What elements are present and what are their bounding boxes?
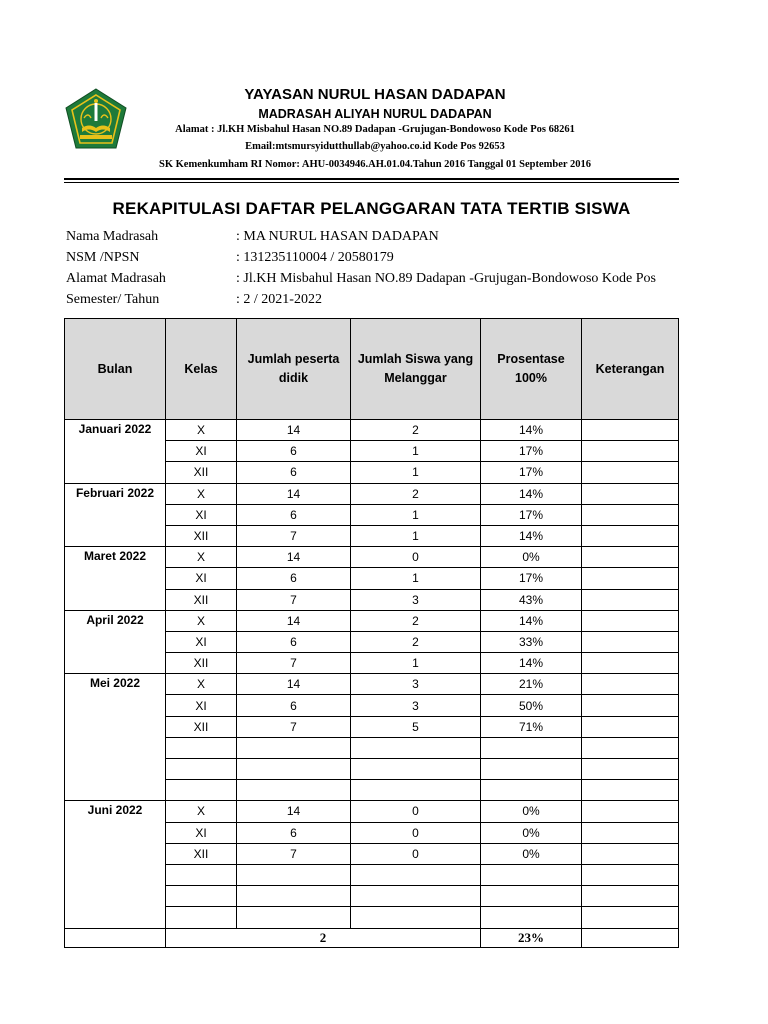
peserta-cell: 7 [237,525,351,546]
foundation-name: YAYASAN NURUL HASAN DADAPAN [244,86,506,103]
keterangan-cell [582,653,679,674]
peserta-cell: 6 [237,462,351,483]
persen-cell: 33% [481,631,582,652]
persen-cell [481,780,582,801]
persen-cell [481,737,582,758]
month-cell: Mei 2022 [65,674,166,801]
persen-cell: 0% [481,547,582,568]
persen-cell: 17% [481,441,582,462]
kelas-cell: X [166,674,237,695]
peserta-cell: 6 [237,822,351,843]
peserta-cell: 7 [237,589,351,610]
kelas-cell: X [166,610,237,631]
kelas-cell: X [166,420,237,441]
melanggar-cell [351,886,481,907]
kelas-cell: XII [166,525,237,546]
keterangan-cell [582,737,679,758]
kelas-cell: X [166,483,237,504]
melanggar-cell: 0 [351,547,481,568]
total-persen: 23% [481,928,582,947]
persen-cell: 43% [481,589,582,610]
keterangan-cell [582,631,679,652]
peserta-cell: 6 [237,631,351,652]
persen-cell: 0% [481,822,582,843]
melanggar-cell: 3 [351,589,481,610]
peserta-cell: 14 [237,483,351,504]
info-label: Semester/ Tahun [66,292,160,307]
persen-cell: 17% [481,462,582,483]
month-cell: Februari 2022 [65,483,166,547]
table-row [65,420,679,441]
keterangan-cell [582,886,679,907]
info-label: Alamat Madrasah [66,271,166,286]
melanggar-cell: 0 [351,801,481,822]
kelas-cell: XI [166,695,237,716]
persen-cell: 21% [481,674,582,695]
col-header-keterangan: Keterangan [582,319,679,420]
header-divider-thin [64,182,679,183]
persen-cell [481,864,582,885]
peserta-cell: 7 [237,653,351,674]
peserta-cell: 14 [237,801,351,822]
peserta-cell: 7 [237,716,351,737]
total-keterangan [582,928,679,947]
peserta-cell: 6 [237,568,351,589]
keterangan-cell [582,420,679,441]
table-row [65,547,679,568]
melanggar-cell [351,737,481,758]
document-title: REKAPITULASI DAFTAR PELANGGARAN TATA TERTIB SISWA [112,199,631,218]
header-divider-thick [64,178,679,180]
persen-cell: 50% [481,695,582,716]
melanggar-cell: 0 [351,843,481,864]
persen-cell: 0% [481,801,582,822]
persen-cell: 14% [481,653,582,674]
persen-cell: 17% [481,504,582,525]
peserta-cell: 6 [237,695,351,716]
melanggar-cell: 5 [351,716,481,737]
persen-cell: 14% [481,483,582,504]
violations-table [64,318,679,948]
col-header-peserta: Jumlah peserta didik [237,319,351,420]
info-value: : 2 / 2021-2022 [236,292,322,307]
month-cell: Juni 2022 [65,801,166,928]
school-email: Email:mtsmursyidutthullab@yahoo.co.id Kode Pos 92653 [245,141,505,152]
peserta-cell [237,780,351,801]
keterangan-cell [582,525,679,546]
kelas-cell: XI [166,568,237,589]
table-row [65,483,679,504]
keterangan-cell [582,716,679,737]
keterangan-cell [582,568,679,589]
persen-cell [481,759,582,780]
persen-cell [481,886,582,907]
col-header-prosentase: Prosentase 100% [481,319,582,420]
melanggar-cell: 1 [351,441,481,462]
peserta-cell: 7 [237,843,351,864]
keterangan-cell [582,695,679,716]
peserta-cell: 6 [237,441,351,462]
peserta-cell: 14 [237,547,351,568]
decree-number: SK Kemenkumham RI Nomor: AHU-0034946.AH.01.04.Tahun 2016 Tanggal 01 September 2016 [158,159,591,170]
kelas-cell [166,737,237,758]
melanggar-cell: 2 [351,631,481,652]
keterangan-cell [582,864,679,885]
table-header-row [65,319,679,420]
peserta-cell: 14 [237,674,351,695]
keterangan-cell [582,843,679,864]
melanggar-cell [351,780,481,801]
peserta-cell [237,759,351,780]
kelas-cell [166,780,237,801]
info-value: : 131235110004 / 20580179 [236,250,394,265]
melanggar-cell [351,759,481,780]
keterangan-cell [582,822,679,843]
kelas-cell: XII [166,716,237,737]
keterangan-cell [582,483,679,504]
total-row [65,928,679,947]
school-name: MADRASAH ALIYAH NURUL DADAPAN [258,107,492,121]
persen-cell: 14% [481,525,582,546]
table-row [65,674,679,695]
table-row [65,610,679,631]
melanggar-cell: 2 [351,420,481,441]
keterangan-cell [582,441,679,462]
kelas-cell: XII [166,462,237,483]
info-value: : Jl.KH Misbahul Hasan NO.89 Dadapan -Grujugan-Bondowoso Kode Pos [236,271,656,286]
kelas-cell: XI [166,822,237,843]
melanggar-cell: 1 [351,504,481,525]
melanggar-cell: 1 [351,653,481,674]
total-melanggar: 2 [166,928,481,947]
peserta-cell [237,907,351,928]
keterangan-cell [582,801,679,822]
melanggar-cell: 3 [351,674,481,695]
kelas-cell: X [166,547,237,568]
melanggar-cell [351,864,481,885]
peserta-cell: 14 [237,420,351,441]
persen-cell: 71% [481,716,582,737]
melanggar-cell: 1 [351,525,481,546]
table-row [65,801,679,822]
info-value: : MA NURUL HASAN DADAPAN [236,229,439,244]
col-header-bulan: Bulan [65,319,166,420]
keterangan-cell [582,504,679,525]
kelas-cell: X [166,801,237,822]
kelas-cell [166,759,237,780]
kelas-cell: XII [166,653,237,674]
keterangan-cell [582,780,679,801]
persen-cell [481,907,582,928]
kelas-cell [166,907,237,928]
peserta-cell: 6 [237,504,351,525]
kelas-cell: XI [166,631,237,652]
month-cell: April 2022 [65,610,166,674]
keterangan-cell [582,674,679,695]
keterangan-cell [582,610,679,631]
info-label: Nama Madrasah [66,229,159,244]
kelas-cell: XII [166,589,237,610]
peserta-cell [237,886,351,907]
keterangan-cell [582,589,679,610]
melanggar-cell [351,907,481,928]
persen-cell: 17% [481,568,582,589]
month-cell: Januari 2022 [65,420,166,484]
keterangan-cell [582,462,679,483]
persen-cell: 14% [481,610,582,631]
school-address: Alamat : Jl.KH Misbahul Hasan NO.89 Dadapan -Grujugan-Bondowoso Kode Pos 68261 [175,124,575,135]
kelas-cell: XI [166,441,237,462]
peserta-cell [237,737,351,758]
keterangan-cell [582,759,679,780]
melanggar-cell: 2 [351,610,481,631]
kelas-cell [166,886,237,907]
melanggar-cell: 1 [351,568,481,589]
melanggar-cell: 3 [351,695,481,716]
month-cell: Maret 2022 [65,547,166,611]
kelas-cell [166,864,237,885]
info-label: NSM /NPSN [66,250,140,265]
col-header-kelas: Kelas [166,319,237,420]
kelas-cell: XI [166,504,237,525]
peserta-cell [237,864,351,885]
kelas-cell: XII [166,843,237,864]
melanggar-cell: 0 [351,822,481,843]
total-blank [65,928,166,947]
peserta-cell: 14 [237,610,351,631]
col-header-melanggar: Jumlah Siswa yang Melanggar [351,319,481,420]
kemenag-logo-icon [64,88,128,150]
melanggar-cell: 2 [351,483,481,504]
persen-cell: 14% [481,420,582,441]
keterangan-cell [582,907,679,928]
keterangan-cell [582,547,679,568]
table-body [65,420,679,929]
persen-cell: 0% [481,843,582,864]
melanggar-cell: 1 [351,462,481,483]
